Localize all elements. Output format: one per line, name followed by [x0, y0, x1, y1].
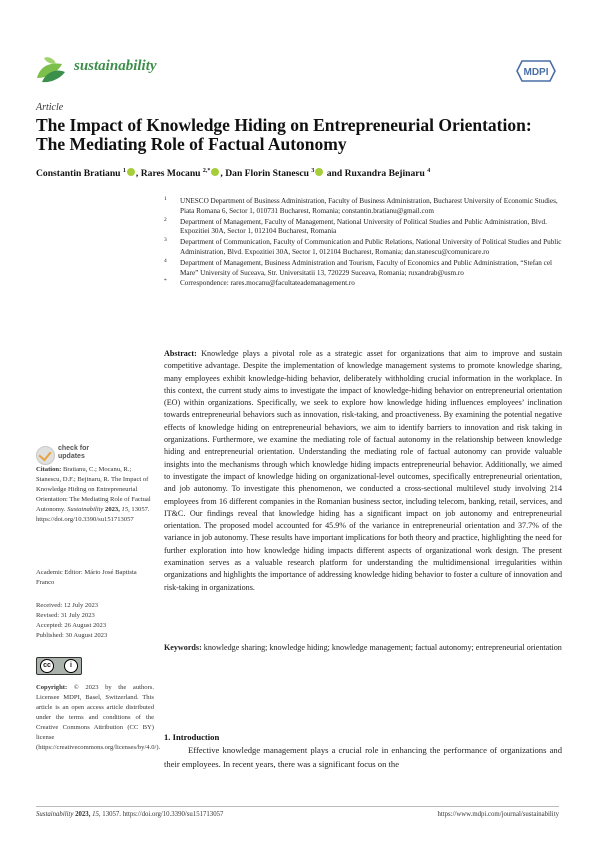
cc-icon: cc — [40, 659, 54, 673]
intro-paragraph: Effective knowledge management plays a crucial role in enhancing the performance of organizations and their employees. In recent years, there was a significant focus on the — [164, 745, 562, 769]
academic-editor: Academic Editor: Mário José Baptista Franco — [36, 569, 137, 586]
received-date: Received: 12 July 2023 — [36, 602, 99, 609]
footer-citation: Sustainability 2023, 15, 13057. https://doi.org/10.3390/su151713057 — [36, 811, 224, 818]
abstract-text: Knowledge plays a pivotal role as a strategic asset for organizations that aim to improve and sustain competitive advantage. Despite the implementation of knowledge management systems to promote knowledge sharing, many employees exhibit knowledge-hiding behavior, deliberately withholding crucial information in the workplace. In this context, the current study aims to investigate the impact of knowledge-hiding behavior on entrepreneurial orientation (EO) within organizations. Specifically, we seek to explore how knowledge hiding influences employees’ inclination towards entrepreneurial behaviors such as innovation, risk-taking, and proactiveness. By examining the potential negative effects of knowledge hiding on entrepreneurial behaviors, we aim to identify barriers to innovation and risk taking in organizations. Furthermore, we examine the mediating role of factual autonomy in the relationship between knowledge hiding and entrepreneurial orientation. Understanding the mediating role of factual autonomy can provide valuable insights into the mechanisms through which knowledge hiding impacts entrepreneurial behavior. Additionally, we aimed to investigate the impact of knowledge hiding on organizational-level outcomes, specifically entrepreneurial orientation, and job autonomy. To investigate this phenomenon, we conducted a cross-sectional multilevel study involving 214 employees from 16 different companies in the Romanian business sector, including telecom, banking, retail, services, and IT&C. Our findings reveal that knowledge hiding has a significant impact on job autonomy and entrepreneurial orientation. The proposed model accounted for 45.9% of the variance in entrepreneurial orientation and 37.7% of the variance in job autonomy. These results have important implications for both theory and practice, highlighting the need for further exploration into how knowledge hiding impacts different aspects of organizational work design. The present examination serves as a valuable research platform for understanding the multidimensional irregularities within organizations and highlights the importance of addressing knowledge hiding behavior to foster a culture of innovation and risk-taking in organizations. — [164, 349, 562, 592]
affiliation: 4 Department of Management, Business Administration and Tourism, Faculty of Economics and Public Administration, “Stefan cel Mare” University of Suceava, Str. Universitatii 13, 720229 Suceava, Romania; ruxandrab@usm.ro — [164, 257, 553, 277]
article-title: The Impact of Knowledge Hiding on Entrepreneurial Orientation: The Mediating Role of Factual Autonomy — [36, 115, 532, 154]
journal-logo-icon — [34, 52, 68, 86]
affiliation: 1 UNESCO Department of Business Administration, Faculty of Business Administration, Bucharest University of Economic Studies, Piata Romana 6, Sector 1, 010731 Bucharest, Romania; constantin.bratianu@gmail.com — [164, 196, 558, 215]
mdpi-logo-icon[interactable] — [516, 60, 556, 82]
footer-journal-url[interactable]: https://www.mdpi.com/journal/sustainability — [437, 811, 559, 818]
footer-divider — [36, 806, 559, 807]
abstract — [164, 348, 562, 594]
orcid-icon[interactable] — [315, 168, 323, 176]
copyright: Copyright: © 2023 by the authors. Licensee MDPI, Basel, Switzerland. This article is an open access article distributed under the terms and conditions of the Creative Commons Attribution (CC BY) license (https://creativecommons.org/licenses/by/4.0/). — [36, 684, 161, 751]
author-sup: 3 — [311, 168, 315, 174]
published-date: Published: 30 August 2023 — [36, 632, 108, 639]
abstract-label: Abstract: — [164, 349, 197, 358]
citation: Citation: Bratianu, C.; Mocanu, R.; Stanescu, D.F.; Bejinaru, R. The Impact of Knowledge Hiding on Entrepreneurial Orientation: The Mediating Role of Factual Autonomy. Sustainability 2023, 15, 13057. https://doi.org/10.3390/su151713057 — [36, 466, 151, 523]
keywords-label: Keywords: — [164, 643, 202, 652]
correspondence: * Correspondence: rares.mocanu@facultateademanagement.ro — [164, 278, 355, 288]
section-heading: 1. Introduction — [164, 732, 220, 742]
revised-date: Revised: 31 July 2023 — [36, 612, 95, 619]
author-list: Constantin Bratianu $^1$ , Rares Mocanu $^{2,*}$ , Dan Florin Stanescu $^3$ and Ruxandra Bejinaru $^4$ — [36, 168, 431, 180]
author-name[interactable]: Dan Florin Stanescu — [225, 168, 309, 180]
article-type: Article — [36, 102, 64, 113]
footer-doi-link[interactable]: 13057. https://doi.org/10.3390/su151713057 — [102, 811, 224, 818]
citation-doi-link[interactable]: 13057. https://doi.org/10.3390/su151713057 — [36, 506, 150, 523]
orcid-icon[interactable] — [127, 168, 135, 176]
accepted-date: Accepted: 26 August 2023 — [36, 622, 107, 629]
journal-name[interactable]: sustainability — [74, 58, 157, 74]
author-sup: 1 — [122, 168, 126, 174]
cc-by-badge[interactable] — [36, 657, 82, 675]
affiliations — [164, 197, 564, 290]
attribution-icon: i — [64, 659, 78, 673]
author-name[interactable]: Constantin Bratianu — [36, 168, 121, 180]
dates — [36, 601, 154, 641]
author-name[interactable]: Ruxandra Bejinaru — [344, 168, 425, 180]
author-sup: 2,* — [202, 168, 211, 174]
author-name[interactable]: Rares Mocanu — [140, 168, 201, 180]
keywords-text: knowledge sharing; knowledge hiding; knowledge management; factual autonomy; entrepreneurial orientation — [203, 643, 562, 652]
orcid-icon[interactable] — [211, 168, 219, 176]
affiliation: 2 Department of Management, Faculty of Management, National University of Political Studies and Public Administration, Blvd. Expozitiei 30A, Sector 1, 012104 Bucharest, Romania — [164, 216, 547, 236]
affiliation: 3 Department of Communication, Faculty of Communication and Public Relations, National University of Political Studies and Public Administration, Blvd. Expozitiei 30A, Sector 1, 012104 Bucharest, Romania; dan.stanescu@comunicare.ro — [164, 237, 562, 256]
check-updates-icon — [36, 446, 55, 465]
mdpi-logo-text: MDPI — [523, 67, 549, 78]
author-sup: 4 — [427, 168, 431, 174]
check-for-updates-button[interactable]: check for updates — [36, 445, 96, 465]
keywords — [164, 642, 562, 654]
